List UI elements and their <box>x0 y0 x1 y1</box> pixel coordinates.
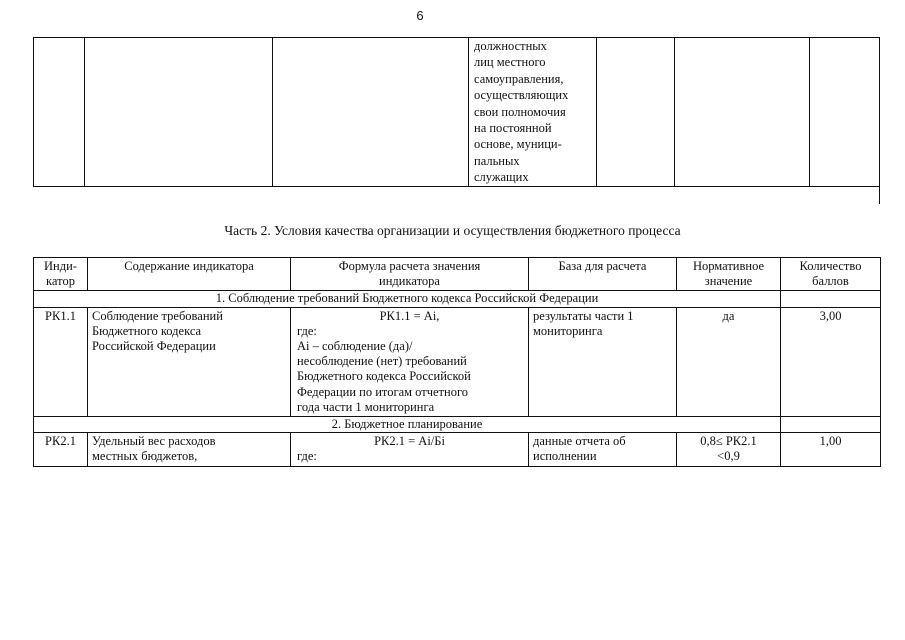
budget-indicators-table <box>33 257 881 467</box>
formula-where: где: <box>297 323 317 338</box>
content-line: Российской Федерации <box>92 339 216 354</box>
base-line: данные отчета об <box>533 434 626 449</box>
indicator-formula <box>291 307 529 416</box>
formula-desc-line: Бюджетного кодекса Российской <box>297 369 471 384</box>
base-line: мониторинга <box>533 323 603 338</box>
header-formula <box>291 258 529 291</box>
continuation-line: свои полномочия <box>474 104 566 119</box>
continuation-cell <box>810 38 880 187</box>
base-line: исполнении <box>533 449 597 464</box>
indicator-base <box>529 307 677 416</box>
header-normative-line: Нормативное <box>692 259 765 273</box>
continuation-cell <box>675 38 810 187</box>
header-points <box>781 258 881 291</box>
continuation-row <box>34 38 880 187</box>
indicator-code: РК2.1 <box>34 433 88 466</box>
continuation-line: лиц местного <box>474 55 546 70</box>
content-line: Удельный вес расходов <box>92 434 216 449</box>
section-empty-cell <box>781 291 881 307</box>
indicator-points: 1,00 <box>781 433 881 466</box>
formula-main: РК1.1 = Аi, <box>379 308 440 323</box>
header-formula-line: Формула расчета значения <box>338 259 481 273</box>
normative-line: <0,9 <box>717 449 740 464</box>
continuation-line: самоуправления, <box>474 71 564 86</box>
table-row <box>34 307 881 416</box>
indicator-code: РК1.1 <box>34 307 88 416</box>
continuation-cell <box>34 38 85 187</box>
indicator-normative: да <box>677 307 781 416</box>
content-line: местных бюджетов, <box>92 449 198 464</box>
header-indicator <box>34 258 88 291</box>
continuation-line: осуществляющих <box>474 88 569 103</box>
header-content: Содержание индикатора <box>88 258 291 291</box>
table-edge-line <box>879 186 880 204</box>
content-line: Соблюдение требований <box>92 308 223 323</box>
header-indicator-line: катор <box>46 274 75 289</box>
header-base: База для расчета <box>529 258 677 291</box>
indicator-formula <box>291 433 529 466</box>
header-points-line: Количество <box>799 259 862 273</box>
section-title: 1. Соблюдение требований Бюджетного кодекса Российской Федерации <box>34 291 781 307</box>
indicator-content <box>88 433 291 466</box>
formula-desc-line: Федерации по итогам отчетного <box>297 384 469 399</box>
continuation-cell <box>273 38 469 187</box>
table-row <box>34 433 881 466</box>
indicator-base <box>529 433 677 466</box>
continuation-line: должностных <box>474 39 547 53</box>
content-line: Бюджетного кодекса <box>92 323 202 338</box>
indicator-normative <box>677 433 781 466</box>
part-title: Часть 2. Условия качества организации и осуществления бюджетного процесса <box>224 223 681 238</box>
section-row <box>34 417 881 433</box>
indicator-content <box>88 307 291 416</box>
continuation-table <box>33 37 880 187</box>
formula-desc-line: несоблюдение (нет) требований <box>297 354 467 369</box>
header-indicator-line: Инди- <box>44 259 77 273</box>
base-line: результаты части 1 <box>533 308 634 323</box>
page-number: 6 <box>416 8 424 23</box>
continuation-line: пальных <box>474 153 520 168</box>
section-title: 2. Бюджетное планирование <box>34 417 781 433</box>
continuation-cell <box>85 38 273 187</box>
formula-desc-line: года части 1 мониторинга <box>297 399 435 414</box>
header-formula-line: индикатора <box>379 274 440 289</box>
header-normative-line: значение <box>704 274 753 289</box>
continuation-line: служащих <box>474 170 529 185</box>
formula-main: РК2.1 = Аi/Бi <box>374 434 445 449</box>
section-empty-cell <box>781 417 881 433</box>
continuation-line: на постоянной <box>474 121 552 136</box>
indicator-points: 3,00 <box>781 307 881 416</box>
continuation-cell <box>597 38 675 187</box>
table-header-row <box>34 258 881 291</box>
formula-desc-line: Аi – соблюдение (да)/ <box>297 339 413 354</box>
continuation-text-cell <box>469 38 597 187</box>
continuation-line: основе, муници- <box>474 137 562 152</box>
header-normative <box>677 258 781 291</box>
section-row <box>34 291 881 307</box>
normative-line: 0,8≤ РК2.1 <box>700 434 757 449</box>
header-points-line: баллов <box>812 274 849 289</box>
formula-where: где: <box>297 449 317 464</box>
